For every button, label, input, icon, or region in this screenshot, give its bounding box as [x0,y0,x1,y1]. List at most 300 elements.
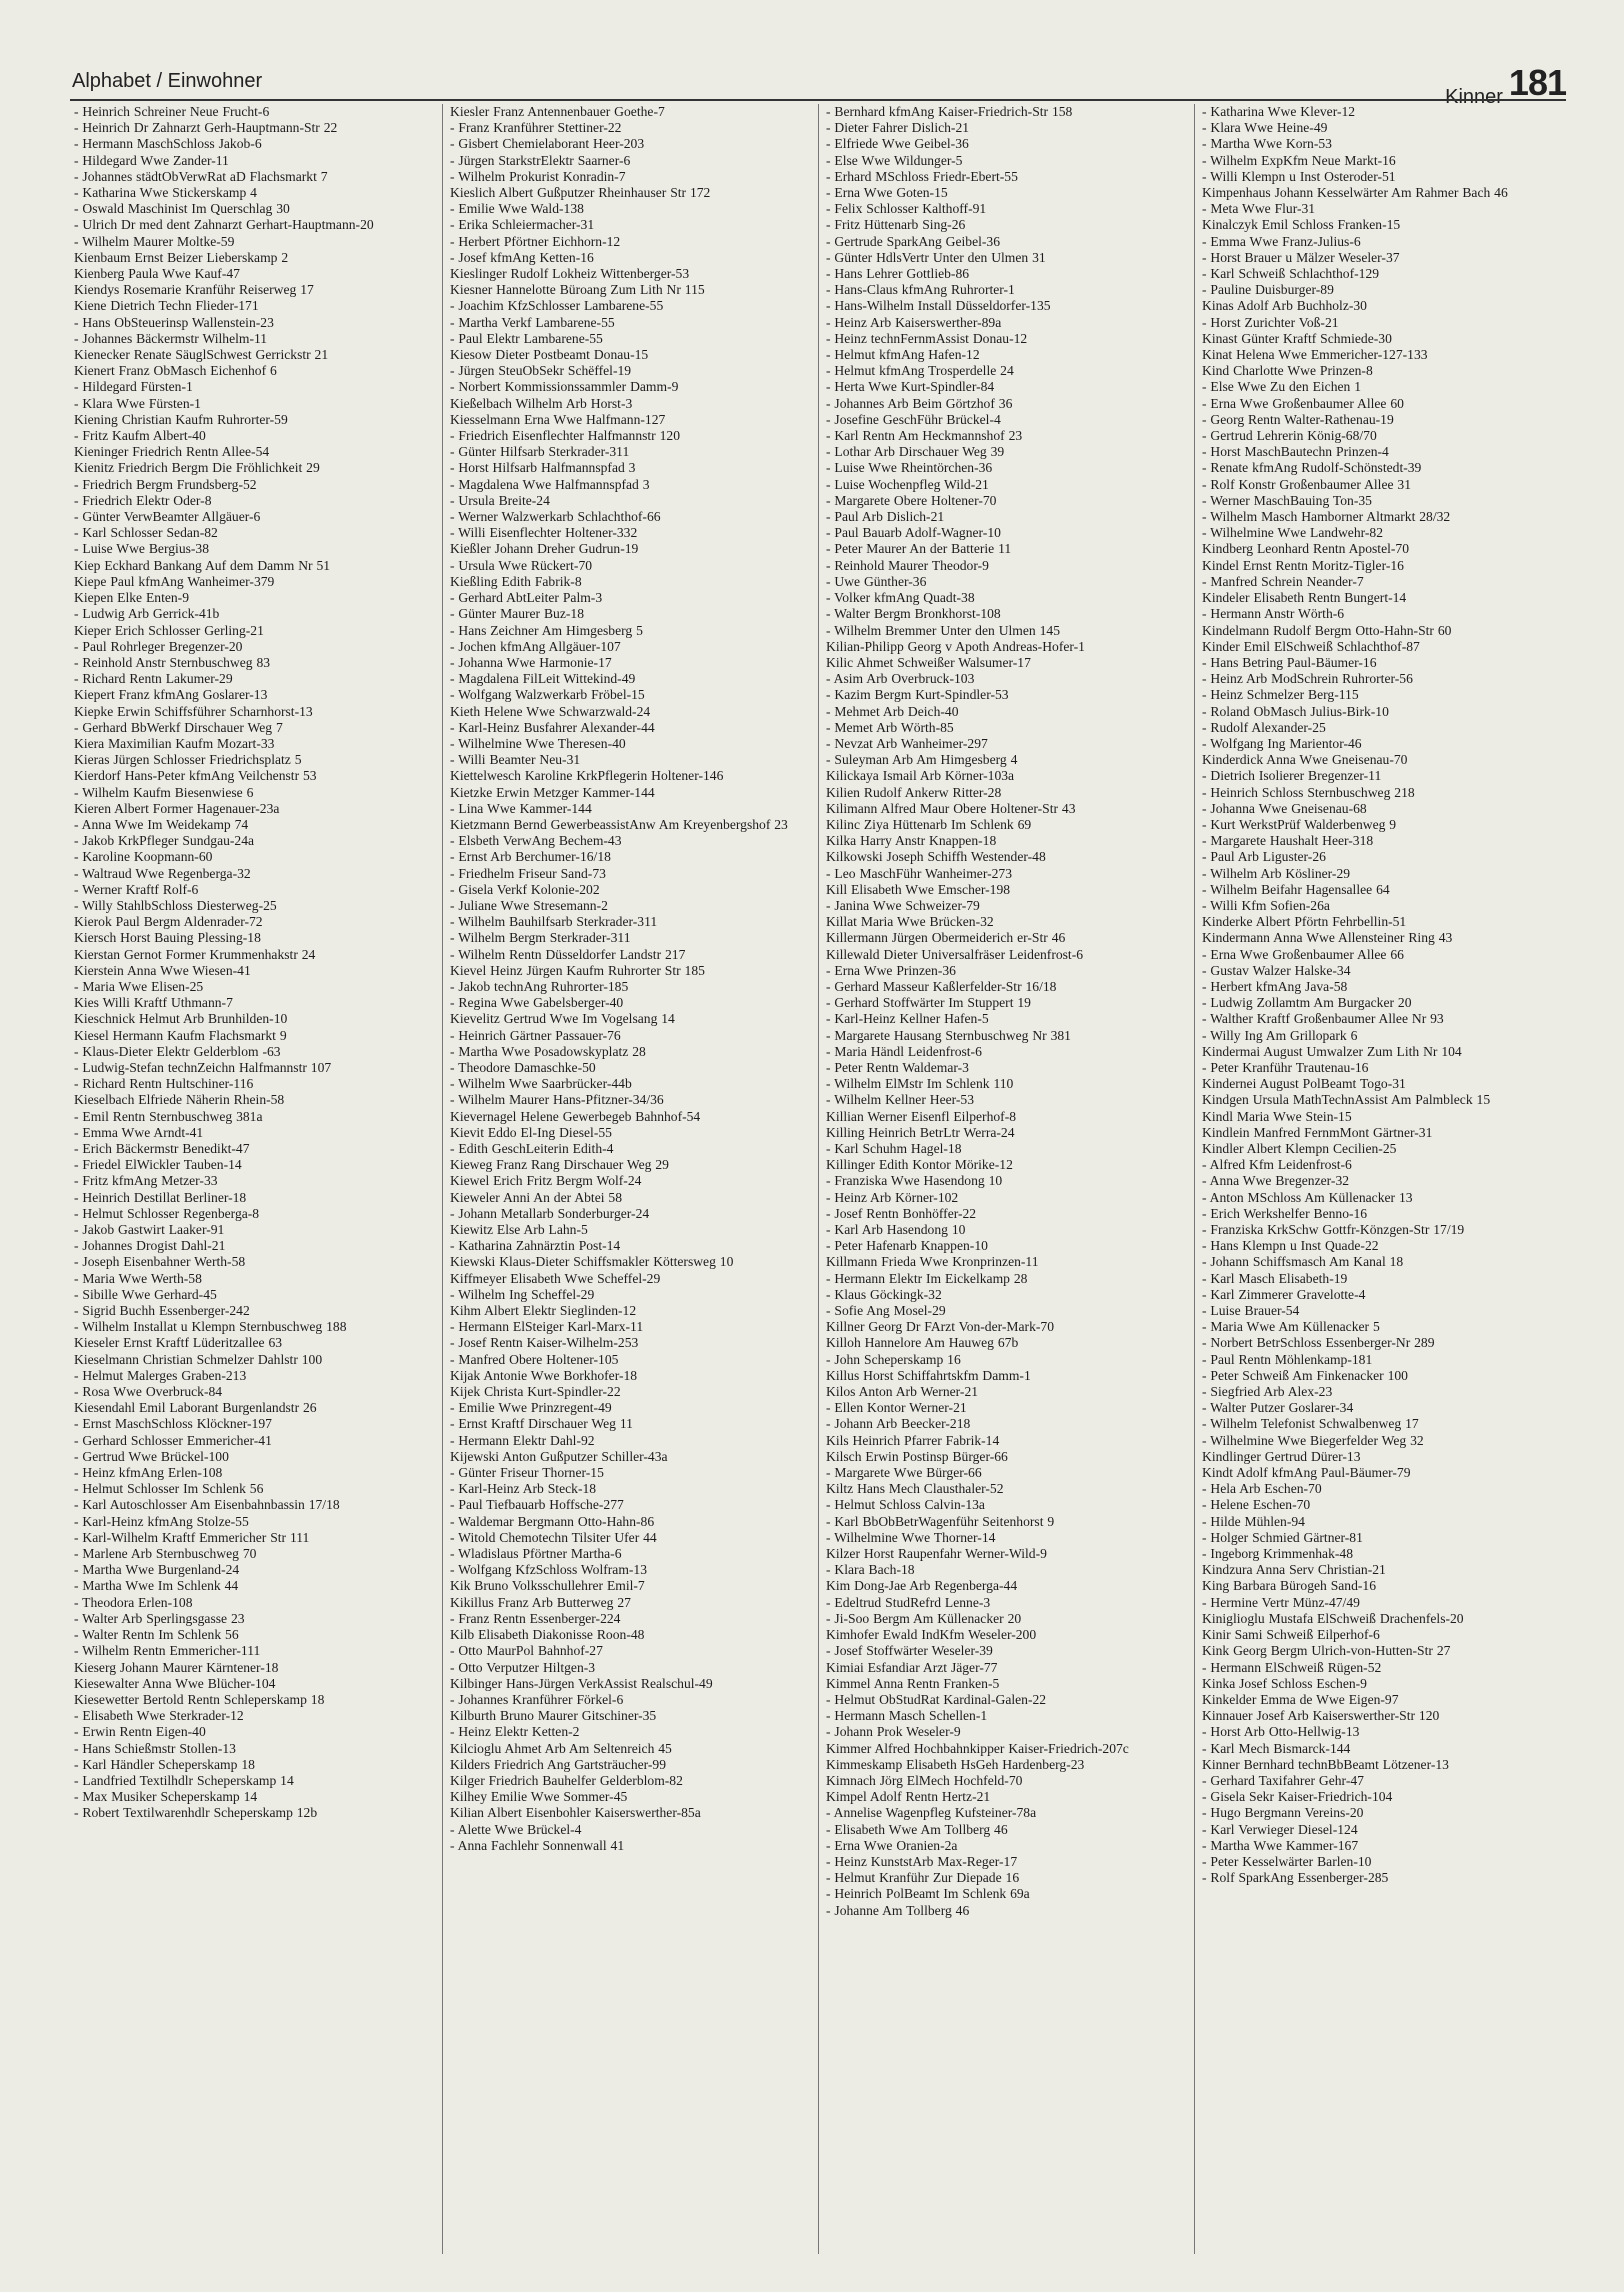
directory-entry: - Helmut Schloss Calvin-13a [826,1497,985,1513]
directory-entry: - Ernst MaschSchloss Klöckner-197 [74,1416,272,1432]
directory-entry: Kierstein Anna Wwe Wiesen-41 [74,962,251,978]
directory-entry: - Erna Wwe Großenbaumer Allee 60 [1202,395,1404,411]
directory-entry: - Luise Wwe Rheintörchen-36 [826,460,993,476]
directory-entry: - Johanne Am Tollberg 46 [826,1902,970,1918]
column-3 [826,104,1190,2274]
directory-entry: Kievelitz Gertrud Wwe Im Vogelsang 14 [450,1011,675,1027]
directory-entry: Kieras Jürgen Schlosser Friedrichsplatz 5 [74,752,302,768]
directory-entry: Kimmer Alfred Hochbahnkipper Kaiser-Friedrich-207c [826,1740,1129,1756]
directory-entry: - Bernhard kfmAng Kaiser-Friedrich-Str 158 [826,104,1073,119]
directory-entry: - Hermann Anstr Wörth-6 [1202,606,1345,622]
directory-entry: - Gerhard Masseur Kaßlerfelder-Str 16/18 [826,978,1057,994]
directory-entry: - Rolf SparkAng Essenberger-285 [1202,1870,1389,1886]
directory-entry: - Franziska Wwe Hasendong 10 [826,1173,1003,1189]
directory-entry: - Hermann Elektr Im Eickelkamp 28 [826,1270,1028,1286]
directory-entry: - Helmut kfmAng Hafen-12 [826,347,980,363]
directory-entry: - Wladislaus Pförtner Martha-6 [450,1546,622,1562]
directory-entry: Kierok Paul Bergm Aldenrader-72 [74,914,263,930]
directory-entry: Kieslinger Rudolf Lokheiz Wittenberger-53 [450,266,690,282]
directory-entry: - Ellen Kontor Werner-21 [826,1400,967,1416]
directory-entry: Kiepe Paul kfmAng Wanheimer-379 [74,573,275,589]
directory-entry: - Paul Rentn Möhlenkamp-181 [1202,1351,1373,1367]
directory-entry: - Richard Rentn Hultschiner-116 [74,1076,254,1092]
directory-entry: Kinder Emil ElSchweiß Schlachthof-87 [1202,638,1420,654]
directory-entry: - Waldemar Bergmann Otto-Hahn-86 [450,1513,655,1529]
directory-entry: - Leo MaschFühr Wanheimer-273 [826,865,1012,881]
directory-entry: Kinalczyk Emil Schloss Franken-15 [1202,217,1401,233]
directory-entry: - Suleyman Arb Am Himgesberg 4 [826,752,1018,768]
directory-entry: - Emma Wwe Arndt-41 [74,1124,204,1140]
column-1 [74,104,438,2274]
directory-entry: - Janina Wwe Schweizer-79 [826,897,980,913]
directory-entry: - Hermine Vertr Münz-47/49 [1202,1594,1360,1610]
directory-entry: - Hildegard Wwe Zander-11 [74,152,229,168]
directory-entry: Kienert Franz ObMasch Eichenhof 6 [74,363,277,379]
directory-entry: - Gerhard AbtLeiter Palm-3 [450,590,603,606]
directory-entry: - Elsbeth VerwAng Bechem-43 [450,833,622,849]
directory-columns [70,104,1566,2274]
directory-entry: Kinir Sami Schweiß Eilperhof-6 [1202,1627,1380,1643]
directory-entry: - Rolf Konstr Großenbaumer Allee 31 [1202,476,1412,492]
directory-entry: - Max Musiker Scheperskamp 14 [74,1789,258,1805]
directory-entry: - Gerhard Taxifahrer Gehr-47 [1202,1772,1364,1788]
directory-entry: - Jürgen SteuObSekr Schëffel-19 [450,363,632,379]
directory-entry: - Emil Rentn Sternbuschweg 381a [74,1108,263,1124]
directory-entry: - Friedel ElWickler Tauben-14 [74,1157,242,1173]
directory-entry: - Johannes Drogist Dahl-21 [74,1238,226,1254]
directory-entry: Kilic Ahmet Schweißer Walsumer-17 [826,654,1031,670]
directory-entry: Kiesler Franz Antennenbauer Goethe-7 [450,104,665,119]
directory-entry: Kies Willi Kraftf Uthmann-7 [74,995,233,1011]
directory-entry: - Heinz Arb Körner-102 [826,1189,959,1205]
directory-entry: - Gustav Walzer Halske-34 [1202,962,1351,978]
directory-entry: - Georg Rentn Walter-Rathenau-19 [1202,411,1394,427]
directory-entry: - Margarete Haushalt Heer-318 [1202,833,1374,849]
directory-entry: - Wilhelmine Wwe Biegerfelder Weg 32 [1202,1432,1424,1448]
directory-entry: Kinka Josef Schloss Eschen-9 [1202,1675,1367,1691]
directory-entry: - Luise Wochenpfleg Wild-21 [826,476,989,492]
directory-entry: - Karl Verwieger Diesel-124 [1202,1821,1358,1837]
directory-entry: - Wilhelm Rentn Emmericher-111 [74,1643,261,1659]
directory-entry: - Martha Wwe Im Schlenk 44 [74,1578,239,1594]
directory-entry: - Wilhelm Arb Kösliner-29 [1202,865,1351,881]
directory-entry: Kilickaya Ismail Arb Körner-103a [826,768,1015,784]
directory-entry: Kierdorf Hans-Peter kfmAng Veilchenstr 53 [74,768,317,784]
directory-entry: - Alette Wwe Brückel-4 [450,1821,582,1837]
directory-entry: Kiettelwesch Karoline KrkPflegerin Holtener-146 [450,768,724,784]
directory-entry: Kierstan Gernot Former Krummenhakstr 24 [74,946,316,962]
directory-entry: - Wilhelm Kaufm Biesenwiese 6 [74,784,254,800]
directory-entry: Kijewski Anton Gußputzer Schiller-43a [450,1448,668,1464]
directory-entry: - Sofie Ang Mosel-29 [826,1303,946,1319]
directory-entry: - Mehmet Arb Deich-40 [826,703,959,719]
directory-entry: - Wilhelm Kellner Heer-53 [826,1092,975,1108]
directory-entry: Kiewel Erich Fritz Bergm Wolf-24 [450,1173,642,1189]
directory-entry: - Gerhard BbWerkf Dirschauer Weg 7 [74,719,283,735]
directory-entry: - Hermann MaschSchloss Jakob-6 [74,136,262,152]
directory-entry: Kindlein Manfred FernmMont Gärtner-31 [1202,1124,1433,1140]
directory-entry: - Paul Bauarb Adolf-Wagner-10 [826,525,1001,541]
directory-entry: Kilhey Emilie Wwe Sommer-45 [450,1789,628,1805]
directory-entry: - Helene Eschen-70 [1202,1497,1311,1513]
directory-entry: Kilb Elisabeth Diakonisse Roon-48 [450,1627,645,1643]
directory-entry: - Volker kfmAng Quadt-38 [826,590,975,606]
directory-entry: - Magdalena Wwe Halfmannspfad 3 [450,476,650,492]
directory-entry: - Landfried Textilhdlr Scheperskamp 14 [74,1772,294,1788]
directory-entry: - Horst Hilfsarb Halfmannspfad 3 [450,460,636,476]
directory-entry: - Helmut ObStudRat Kardinal-Galen-22 [826,1691,1047,1707]
directory-entry: Kinas Adolf Arb Buchholz-30 [1202,298,1367,314]
directory-entry: - Asim Arb Overbruck-103 [826,671,975,687]
directory-entry: - Willi Beamter Neu-31 [450,752,581,768]
directory-entry: - Maria Wwe Am Küllenacker 5 [1202,1319,1380,1335]
directory-entry: - Johann Prok Weseler-9 [826,1724,961,1740]
directory-entry: Kilzer Horst Raupenfahr Werner-Wild-9 [826,1546,1047,1562]
directory-entry: - Magdalena FilLeit Wittekind-49 [450,671,636,687]
directory-entry: Kieselmann Christian Schmelzer Dahlstr 100 [74,1351,323,1367]
directory-entry: - Kazim Bergm Kurt-Spindler-53 [826,687,1009,703]
directory-entry: - Wilhelm Maurer Hans-Pfitzner-34/36 [450,1092,664,1108]
directory-entry: Kieseler Ernst Kraftf Lüderitzallee 63 [74,1335,283,1351]
directory-entry: - Helmut Schlosser Im Schlenk 56 [74,1481,264,1497]
directory-entry: - Richard Rentn Lakumer-29 [74,671,233,687]
directory-entry: - Franz Rentn Essenberger-224 [450,1610,621,1626]
directory-entry: - Gertrud Lehrerin König-68/70 [1202,428,1377,444]
directory-entry: - Manfred Obere Holtener-105 [450,1351,619,1367]
directory-entry: - Fritz kfmAng Metzer-33 [74,1173,218,1189]
directory-entry: Kils Heinrich Pfarrer Fabrik-14 [826,1432,1000,1448]
directory-entry: - Horst Arb Otto-Hellwig-13 [1202,1724,1360,1740]
directory-entry: - Anna Fachlehr Sonnenwall 41 [450,1837,625,1853]
directory-entry: - Paul Arb Liguster-26 [1202,849,1326,865]
directory-entry: - Martha Verkf Lambarene-55 [450,314,615,330]
directory-entry: - Reinhold Maurer Theodor-9 [826,557,989,573]
directory-entry: - Werner Kraftf Rolf-6 [74,881,199,897]
directory-entry: - Erna Wwe Goten-15 [826,185,948,201]
directory-entry: - Edeltrud StudRefrd Lenne-3 [826,1594,991,1610]
directory-entry: - Friedrich Bergm Frundsberg-52 [74,476,257,492]
directory-entry: - Willi Eisenflechter Holtener-332 [450,525,638,541]
directory-entry: Killinger Edith Kontor Mörike-12 [826,1157,1013,1173]
directory-entry: - Klaus-Dieter Elektr Gelderblom -63 [74,1043,281,1059]
directory-entry: Kieth Helene Wwe Schwarzwald-24 [450,703,651,719]
directory-entry: - Emilie Wwe Wald-138 [450,201,584,217]
directory-entry: - Heinz kfmAng Erlen-108 [74,1465,223,1481]
directory-entry: - Otto Verputzer Hiltgen-3 [450,1659,596,1675]
directory-entry: - Heinrich Gärtner Passauer-76 [450,1027,621,1043]
directory-entry: Killat Maria Wwe Brücken-32 [826,914,994,930]
directory-entry: - Ludwig Zollamtm Am Burgacker 20 [1202,995,1412,1011]
directory-entry: Kieselbach Elfriede Näherin Rhein-58 [74,1092,285,1108]
directory-entry: - Willi Klempn u Inst Osteroder-51 [1202,168,1396,184]
directory-entry: Kiewski Klaus-Dieter Schiffsmakler Köttersweg 10 [450,1254,734,1270]
directory-entry: Kinkelder Emma de Wwe Eigen-97 [1202,1691,1399,1707]
directory-entry: - Maria Wwe Werth-58 [74,1270,202,1286]
directory-entry: - Hermann ElSchweiß Rügen-52 [1202,1659,1382,1675]
directory-entry: Kilian-Philipp Georg v Apoth Andreas-Hofer-1 [826,638,1085,654]
directory-entry: - Fritz Hüttenarb Sing-26 [826,217,966,233]
directory-entry: Kieren Albert Former Hagenauer-23a [74,800,280,816]
directory-entry: Kiesow Dieter Postbeamt Donau-15 [450,347,649,363]
directory-entry: - Werner Walzwerkarb Schlachthof-66 [450,509,661,525]
directory-entry: - Hermann Masch Schellen-1 [826,1708,988,1724]
directory-entry: Kilimann Alfred Maur Obere Holtener-Str 43 [826,800,1076,816]
directory-entry: - Walter Arb Sperlingsgasse 23 [74,1610,245,1626]
directory-entry: - Roland ObMasch Julius-Birk-10 [1202,703,1389,719]
directory-entry: Kink Georg Bergm Ulrich-von-Hutten-Str 27 [1202,1643,1451,1659]
directory-entry: - Hans Betring Paul-Bäumer-16 [1202,654,1377,670]
directory-entry: - Paul Rohrleger Bregenzer-20 [74,638,243,654]
directory-entry: - Wilhelmine Wwe Theresen-40 [450,735,626,751]
directory-entry: - Wilhelm Rentn Düsseldorfer Landstr 217 [450,946,686,962]
directory-entry: - Reinhold Anstr Sternbuschweg 83 [74,654,271,670]
directory-entry: - John Scheperskamp 16 [826,1351,961,1367]
directory-entry: - Theodore Damaschke-50 [450,1059,596,1075]
directory-entry: Killner Georg Dr FArzt Von-der-Mark-70 [826,1319,1054,1335]
directory-entry: - Herbert Pförtner Eichhorn-12 [450,233,621,249]
directory-entry: Kieschnick Helmut Arb Brunhilden-10 [74,1011,288,1027]
directory-entry: - Memet Arb Wörth-85 [826,719,954,735]
directory-entry: - Luise Wwe Bergius-38 [74,541,210,557]
directory-entry: - Heinrich Destillat Berliner-18 [74,1189,247,1205]
directory-entry: - Dietrich Isolierer Bregenzer-11 [1202,768,1382,784]
directory-entry: - Margarete Hausang Sternbuschweg Nr 381 [826,1027,1071,1043]
directory-entry: Kimiai Esfandiar Arzt Jäger-77 [826,1659,998,1675]
directory-entry: Kindeler Elisabeth Rentn Bungert-14 [1202,590,1407,606]
directory-entry: Kietzke Erwin Metzger Kammer-144 [450,784,655,800]
directory-entry: - Lothar Arb Dirschauer Weg 39 [826,444,1005,460]
directory-entry: Killian Werner Eisenfl Eilperhof-8 [826,1108,1017,1124]
directory-entry: Kinnauer Josef Arb Kaiserswerther-Str 120 [1202,1708,1440,1724]
directory-entry: - Paul Tiefbauarb Hoffsche-277 [450,1497,624,1513]
directory-entry: Kilburth Bruno Maurer Gitschiner-35 [450,1708,657,1724]
directory-entry: - Kurt WerkstPrüf Walderbenweg 9 [1202,816,1397,832]
directory-entry: - Gerhard Schlosser Emmericher-41 [74,1432,272,1448]
directory-entry: Kilcioglu Ahmet Arb Am Seltenreich 45 [450,1740,672,1756]
directory-entry: Kiesendahl Emil Laborant Burgenlandstr 26 [74,1400,317,1416]
directory-entry: - Josef kfmAng Ketten-16 [450,249,594,265]
directory-entry: Kimmeskamp Elisabeth HsGeh Hardenberg-23 [826,1756,1085,1772]
directory-entry: Kinner Bernhard technBbBeamt Lötzener-13 [1202,1756,1449,1772]
directory-entry: - Wilhelm Maurer Moltke-59 [74,233,235,249]
directory-entry: Kießelbach Wilhelm Arb Horst-3 [450,395,633,411]
directory-entry: - Walter Bergm Bronkhorst-108 [826,606,1001,622]
directory-entry: - Elfriede Wwe Geibel-36 [826,136,969,152]
directory-entry: Kilos Anton Arb Werner-21 [826,1384,979,1400]
directory-entry: - Heinz Arb Kaiserswerther-89a [826,314,1002,330]
directory-entry: - Günter Maurer Buz-18 [450,606,584,622]
directory-entry: - Friedrich Elektr Oder-8 [74,492,212,508]
page-heading [1445,62,1566,108]
directory-entry: - Katharina Wwe Klever-12 [1202,104,1356,119]
directory-entry: - Waltraud Wwe Regenberga-32 [74,865,251,881]
directory-entry: - Hermann Elektr Dahl-92 [450,1432,595,1448]
directory-entry: Kilinc Ziya Hüttenarb Im Schlenk 69 [826,816,1032,832]
directory-entry: - Maria Händl Leidenfrost-6 [826,1043,982,1059]
directory-entry: Killmann Frieda Wwe Kronprinzen-11 [826,1254,1039,1270]
directory-entry: Kienitz Friedrich Bergm Die Fröhlichkeit 29 [74,460,320,476]
directory-entry: - Margarete Wwe Bürger-66 [826,1465,982,1481]
directory-entry: - Erna Wwe Großenbaumer Allee 66 [1202,946,1404,962]
directory-entry: - Juliane Wwe Stresemann-2 [450,897,608,913]
directory-entry: Kieweg Franz Rang Dirschauer Weg 29 [450,1157,669,1173]
directory-entry: - Erich Bäckermstr Benedikt-47 [74,1141,250,1156]
directory-entry: - Martha Wwe Burgenland-24 [74,1562,240,1578]
directory-entry: - Maria Wwe Elisen-25 [74,978,204,994]
directory-entry: Kiep Eckhard Bankang Auf dem Damm Nr 51 [74,557,331,573]
directory-entry: - Felix Schlosser Kalthoff-91 [826,201,987,217]
directory-entry: - Karl Mech Bismarck-144 [1202,1740,1351,1756]
directory-entry: - Hela Arb Eschen-70 [1202,1481,1322,1497]
directory-entry: - Martha Wwe Kammer-167 [1202,1837,1359,1853]
directory-entry: - Peter Schweiß Am Finkenacker 100 [1202,1367,1408,1383]
directory-entry: - Hermann ElSteiger Karl-Marx-11 [450,1319,644,1335]
directory-entry: - Gerhard Stoffwärter Im Stuppert 19 [826,995,1031,1011]
directory-entry: - Hans Klempn u Inst Quade-22 [1202,1238,1379,1254]
directory-entry: - Werner MaschBauing Ton-35 [1202,492,1372,508]
directory-entry: Kilsch Erwin Postinsp Bürger-66 [826,1448,1008,1464]
directory-entry: Kimhofer Ewald IndKfm Weseler-200 [826,1627,1037,1643]
directory-entry: - Renate kfmAng Rudolf-Schönstedt-39 [1202,460,1422,476]
directory-entry: - Wolfgang KfzSchloss Wolfram-13 [450,1562,648,1578]
directory-entry: - Johann Metallarb Sonderburger-24 [450,1205,650,1221]
directory-entry: Kilian Albert Eisenbohler Kaiserswerther-85a [450,1805,701,1821]
directory-entry: - Paul Arb Dislich-21 [826,509,945,525]
directory-entry: - Elisabeth Wwe Am Tollberg 46 [826,1821,1008,1837]
directory-entry: Kieserg Johann Maurer Kärntener-18 [74,1659,279,1675]
directory-entry: - Walther Kraftf Großenbaumer Allee Nr 93 [1202,1011,1444,1027]
directory-entry: Kieninger Friedrich Rentn Allee-54 [74,444,270,460]
directory-entry: - Rudolf Alexander-25 [1202,719,1326,735]
directory-entry: - Wilhelm Beifahr Hagensallee 64 [1202,881,1390,897]
directory-entry: - Norbert Kommissionssammler Damm-9 [450,379,679,395]
directory-entry: - Johanna Wwe Gneisenau-68 [1202,800,1367,816]
directory-entry: - Wilhelmine Wwe Landwehr-82 [1202,525,1383,541]
directory-entry: - Rosa Wwe Overbruck-84 [74,1384,223,1400]
directory-entry: - Katharina Wwe Stickerskamp 4 [74,185,257,201]
directory-entry: Kiesewetter Bertold Rentn Schleperskamp 18 [74,1691,325,1707]
directory-entry: - Horst Zurichter Voß-21 [1202,314,1339,330]
directory-entry: - Herta Wwe Kurt-Spindler-84 [826,379,995,395]
directory-entry: - Johannes Arb Beim Görtzhof 36 [826,395,1013,411]
directory-entry: Kiendys Rosemarie Kranführ Reiserweg 17 [74,282,314,298]
directory-entry: - Katharina Zahnärztin Post-14 [450,1238,621,1254]
directory-entry: - Ingeborg Krimmenhak-48 [1202,1546,1353,1562]
directory-entry: Kindermai August Umwalzer Zum Lith Nr 104 [1202,1043,1462,1059]
directory-entry: - Peter Kranführ Trautenau-16 [1202,1059,1369,1075]
directory-entry: - Josef Rentn Bonhöffer-22 [826,1205,977,1221]
directory-entry: - Oswald Maschinist Im Querschlag 30 [74,201,290,217]
directory-entry: King Barbara Bürogeh Sand-16 [1202,1578,1377,1594]
directory-entry: - Josef Stoffwärter Weseler-39 [826,1643,993,1659]
directory-entry: Kindgen Ursula MathTechnAssist Am Palmbleck 15 [1202,1092,1491,1108]
directory-entry: - Wilhelm Masch Hamborner Altmarkt 28/32 [1202,509,1451,525]
directory-entry: - Sibille Wwe Gerhard-45 [74,1286,217,1302]
directory-entry: - Else Wwe Zu den Eichen 1 [1202,379,1362,395]
directory-entry: - Pauline Duisburger-89 [1202,282,1334,298]
directory-entry: - Heinz Schmelzer Berg-115 [1202,687,1359,703]
directory-entry: - Karl-Heinz Kellner Hafen-5 [826,1011,989,1027]
directory-entry: Kievernagel Helene Gewerbegeb Bahnhof-54 [450,1108,701,1124]
directory-entry: Kieper Erich Schlosser Gerling-21 [74,622,264,638]
directory-entry: Kießler Johann Dreher Gudrun-19 [450,541,639,557]
directory-entry: - Theodora Erlen-108 [74,1594,193,1610]
directory-entry: - Wilhelm Bauhilfsarb Sterkrader-311 [450,914,658,930]
directory-entry: - Hildegard Fürsten-1 [74,379,193,395]
header-rule [70,99,1566,101]
directory-entry: - Ji-Soo Bergm Am Küllenacker 20 [826,1610,1022,1626]
directory-entry: - Günter HdlsVertr Unter den Ulmen 31 [826,249,1046,265]
directory-entry: - Günter Hilfsarb Sterkrader-311 [450,444,630,460]
directory-entry: - Johann Schiffsmasch Am Kanal 18 [1202,1254,1404,1270]
directory-entry: - Wilhelm Bremmer Unter den Ulmen 145 [826,622,1060,638]
column-2 [450,104,814,2274]
directory-entry: - Willy StahlbSchloss Diesterweg-25 [74,897,277,913]
page-header [70,62,1566,108]
directory-entry: - Else Wwe Wildunger-5 [826,152,963,168]
directory-entry: Kijek Christa Kurt-Spindler-22 [450,1384,621,1400]
directory-entry: - Heinz Arb ModSchrein Ruhrorter-56 [1202,671,1413,687]
directory-entry: - Wilhelm Bergm Sterkrader-311 [450,930,631,946]
directory-entry: Kindelmann Rudolf Bergm Otto-Hahn-Str 60 [1202,622,1452,638]
directory-entry: - Edith GeschLeiterin Edith-4 [450,1141,614,1156]
directory-entry: - Willi Kfm Sofien-26a [1202,897,1330,913]
directory-entry: Killoh Hannelore Am Hauweg 67b [826,1335,1019,1351]
directory-entry: - Wilhelm Ing Scheffel-29 [450,1286,595,1302]
directory-entry: Kindl Maria Wwe Stein-15 [1202,1108,1352,1124]
directory-entry: - Wilhelm ElMstr Im Schlenk 110 [826,1076,1014,1092]
directory-entry: - Jürgen StarkstrElektr Saarner-6 [450,152,631,168]
directory-entry: - Johannes städtObVerwRat aD Flachsmarkt 7 [74,168,328,184]
directory-entry: - Ursula Breite-24 [450,492,550,508]
directory-entry: - Anna Wwe Im Weidekamp 74 [74,816,249,832]
directory-entry: - Heinz technFernmAssist Donau-12 [826,330,1028,346]
directory-entry: Kim Dong-Jae Arb Regenberga-44 [826,1578,1018,1594]
directory-entry: Kiepen Elke Enten-9 [74,590,189,606]
directory-entry: - Heinrich Schloss Sternbuschweg 218 [1202,784,1415,800]
directory-entry: Kilders Friedrich Ang Gartsträucher-99 [450,1756,667,1772]
directory-entry: - Günter VerwBeamter Allgäuer-6 [74,509,261,525]
directory-entry: Kiera Maximilian Kaufm Mozart-33 [74,735,275,751]
directory-entry: Kindlinger Gertrud Dürer-13 [1202,1448,1361,1464]
directory-entry: - Jakob technAng Ruhrorter-185 [450,978,629,994]
directory-entry: Kilbinger Hans-Jürgen VerkAssist Realschul-49 [450,1675,713,1691]
directory-entry: Kilkowski Joseph Schiffh Westender-48 [826,849,1046,865]
directory-entry: Kiesselmann Erna Wwe Halfmann-127 [450,411,666,427]
directory-entry: Kiffmeyer Elisabeth Wwe Scheffel-29 [450,1270,661,1286]
directory-entry: - Hans-Claus kfmAng Ruhrorter-1 [826,282,1015,298]
page-number: 181 [1508,62,1566,103]
directory-entry: - Jakob KrkPfleger Sundgau-24a [74,833,255,849]
directory-entry: - Peter Maurer An der Batterie 11 [826,541,1012,557]
directory-entry: - Jakob Gastwirt Laaker-91 [74,1222,225,1238]
directory-entry: - Heinz Elektr Ketten-2 [450,1724,580,1740]
directory-entry: - Johannes Bäckermstr Wilhelm-11 [74,330,268,346]
directory-entry: - Hans-Wilhelm Install Düsseldorfer-135 [826,298,1051,314]
directory-entry: - Erich Werkshelfer Benno-16 [1202,1205,1368,1221]
directory-entry: - Norbert BetrSchloss Essenberger-Nr 289 [1202,1335,1435,1351]
directory-entry: - Hilde Mühlen-94 [1202,1513,1305,1529]
directory-entry: - Otto MaurPol Bahnhof-27 [450,1643,603,1659]
directory-entry: - Franziska KrkSchw Gottfr-Könzgen-Str 17/19 [1202,1222,1465,1238]
directory-entry: - Erna Wwe Oranien-2a [826,1837,958,1853]
directory-entry: - Wolfgang Walzwerkarb Fröbel-15 [450,687,645,703]
column-4 [1202,104,1566,2274]
directory-entry: - Karl-Heinz Busfahrer Alexander-44 [450,719,655,735]
directory-entry: - Josefine GeschFühr Brückel-4 [826,411,1001,427]
directory-entry: - Gisbert Chemielaborant Heer-203 [450,136,645,152]
directory-entry: - Alfred Kfm Leidenfrost-6 [1202,1157,1352,1173]
